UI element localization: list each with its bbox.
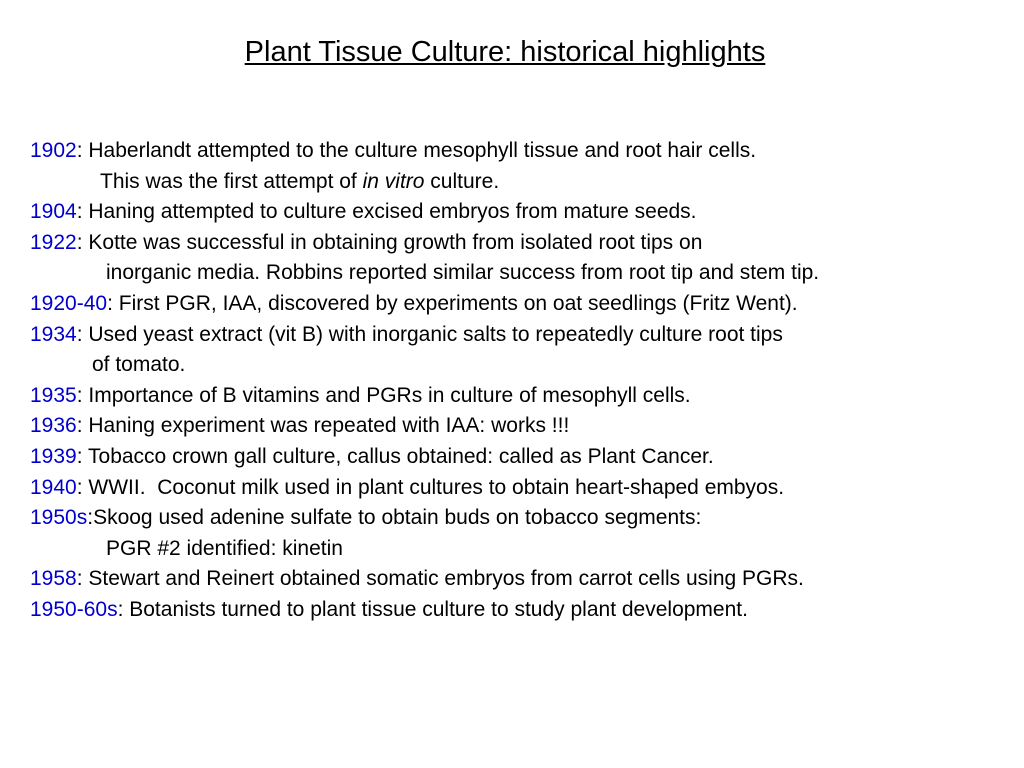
entry-text: inorganic media. Robbins reported similar success from root tip and stem tip. xyxy=(106,261,820,285)
entry-year: 1934 xyxy=(30,322,77,346)
entry-year: 1958 xyxy=(30,567,77,591)
entry-text: Used yeast extract (vit B) with inorganic salts to repeatedly culture root tips xyxy=(88,322,783,346)
entry-text: Haberlandt attempted to the culture mesophyll tissue and root hair cells. xyxy=(88,139,757,162)
entry-year: 1939 xyxy=(30,444,77,468)
entry-text: This was the first attempt of xyxy=(100,169,363,193)
entry-separator: : xyxy=(76,139,89,162)
entry-separator: : xyxy=(76,230,89,254)
entry-1958 xyxy=(30,564,1015,595)
entry-year: 1935 xyxy=(30,383,77,407)
entry-year: 1922 xyxy=(30,230,77,254)
entry-text: PGR #2 identified: kinetin xyxy=(106,536,343,560)
entry-text: Stewart and Reinert obtained somatic embryos from carrot cells using PGRs. xyxy=(88,567,804,591)
entry-year: 1950s xyxy=(30,506,88,530)
entry-1950s xyxy=(30,503,1015,534)
entry-separator: : xyxy=(76,322,89,346)
entry-1934 xyxy=(30,320,1015,351)
entry-1904 xyxy=(30,197,1015,228)
entry-text: Botanists turned to plant tissue culture to study plant development. xyxy=(129,597,748,621)
slide-title: Plant Tissue Culture: historical highlights xyxy=(244,36,766,68)
entry-separator: : xyxy=(76,475,89,499)
entry-1920-40 xyxy=(30,289,1015,320)
entry-text: Haning attempted to culture excised embryos from mature seeds. xyxy=(88,200,697,224)
timeline-list xyxy=(30,136,1015,626)
entry-text: First PGR, IAA, discovered by experiments on oat seedlings (Fritz Went). xyxy=(118,291,798,315)
entry-separator: : xyxy=(76,444,89,468)
entry-separator: : xyxy=(87,506,94,530)
entry-separator: : xyxy=(107,291,119,315)
entry-text: Skoog used adenine sulfate to obtain buds on tobacco segments: xyxy=(93,506,702,530)
entry-1936 xyxy=(30,411,1015,442)
entry-text: Tobacco crown gall culture, callus obtained: called as Plant Cancer. xyxy=(88,444,714,468)
entry-year: 1904 xyxy=(30,200,77,224)
entry-1902 xyxy=(30,136,1015,167)
entry-text: culture. xyxy=(424,169,500,193)
entry-1950-60s xyxy=(30,595,1015,626)
entry-1922-continued xyxy=(30,258,1015,289)
entry-text: Kotte was successful in obtaining growth from isolated root tips on xyxy=(88,230,703,254)
entry-text: of tomato. xyxy=(92,353,186,377)
entry-text: Importance of B vitamins and PGRs in culture of mesophyll cells. xyxy=(88,383,691,407)
entry-year: 1940 xyxy=(30,475,77,499)
entry-separator: : xyxy=(117,597,130,621)
entry-1950s-continued xyxy=(30,534,1015,565)
entry-year: 1950-60s xyxy=(30,597,118,621)
entry-separator: : xyxy=(76,200,89,224)
entry-text: Haning experiment was repeated with IAA: works !!! xyxy=(88,414,570,438)
entry-1939 xyxy=(30,442,1015,473)
entry-1934-continued xyxy=(30,350,1015,381)
entry-separator: : xyxy=(76,414,89,438)
entry-1940 xyxy=(30,473,1015,504)
entry-1935 xyxy=(30,381,1015,412)
entry-1922 xyxy=(30,228,1015,259)
entry-year: 1936 xyxy=(30,414,77,438)
entry-separator: : xyxy=(76,567,89,591)
entry-year: 1902 xyxy=(30,139,77,162)
entry-1902-continued xyxy=(30,167,1015,198)
entry-year: 1920-40 xyxy=(30,291,108,315)
entry-separator: : xyxy=(76,383,89,407)
entry-text: WWII. Coconut milk used in plant cultures to obtain heart-shaped embyos. xyxy=(88,475,785,499)
entry-italic-text: in vitro xyxy=(362,169,425,193)
